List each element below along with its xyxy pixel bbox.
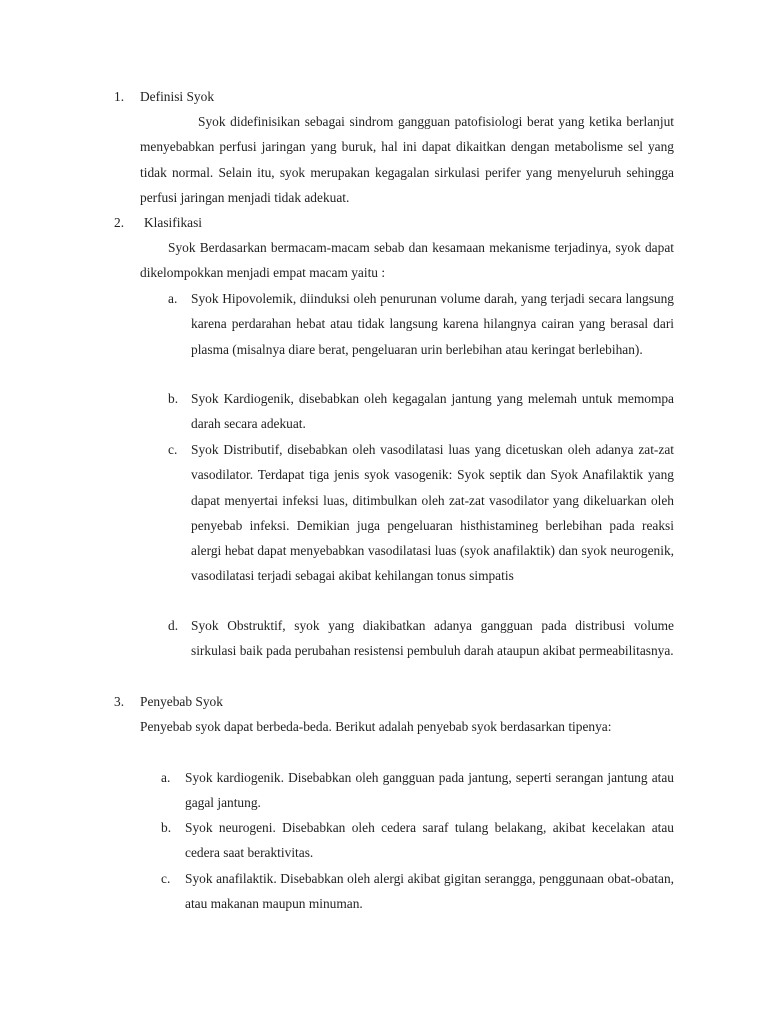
list-marker: a. — [168, 291, 178, 306]
list-item: Syok Kardiogenik, disebabkan oleh kegagalan jantung yang melemah untuk memompa darah secara adekuat. — [191, 391, 674, 432]
section-heading: Klasifikasi — [144, 215, 203, 230]
list-item: Syok anafilaktik. Disebabkan oleh alergi akibat gigitan serangga, penggunaan obat-obatan, atau makanan maupun minuman. — [185, 871, 674, 912]
list-marker: c. — [168, 442, 178, 457]
list-item: Syok Distributif, disebabkan oleh vasodilatasi luas yang dicetuskan oleh adanya zat-zat vasodilator. Terdapat tiga jenis syok vasogenik: Syok septik dan Syok Anafilaktik yang dapat menyertai infeksi luas, ditimbulkan oleh zat-zat vasodilator yang dikeluarkan oleh penyebab infeksi. Demikian juga pengeluaran histhistamineg berlebihan pada reaksi alergi hebat dapat menyebabkan vasodilatasi luas (syok anafilaktik) dan syok neurogenik, vasodilatasi terjadi sebagai akibat kehilangan tonus simpatis — [191, 442, 674, 584]
section-number: 2. — [114, 215, 125, 230]
list-marker: a. — [161, 770, 171, 785]
list-item: Syok Obstruktif, syok yang diakibatkan adanya gangguan pada distribusi volume sirkulasi baik pada perubahan resistensi pembuluh darah ataupun akibat permeabilitasnya. — [191, 618, 674, 659]
list-item: Syok kardiogenik. Disebabkan oleh gangguan pada jantung, seperti serangan jantung atau gagal jantung. — [185, 770, 674, 811]
section-paragraph: Syok didefinisikan sebagai sindrom gangguan patofisiologi berat yang ketika berlanjut menyebabkan perfusi jaringan yang buruk, hal ini dapat dikaitkan dengan metabolisme sel yang tidak normal. Selain itu, syok merupakan kegagalan sirkulasi perifer yang menyeluruh sehingga perfusi jaringan menjadi tidak adekuat. — [140, 114, 674, 205]
list-marker: d. — [168, 618, 179, 633]
section-number: 3. — [114, 694, 125, 709]
list-marker: c. — [161, 871, 171, 886]
list-item: Syok Hipovolemik, diinduksi oleh penurunan volume darah, yang terjadi secara langsung karena perdarahan hebat atau tidak langsung karena hilangnya cairan yang berasal dari plasma (misalnya diare berat, pengeluaran urin berlebihan atau keringat berlebihan). — [191, 291, 674, 357]
section-number: 1. — [114, 89, 125, 104]
section-paragraph: Syok Berdasarkan bermacam-macam sebab dan kesamaan mekanisme terjadinya, syok dapat dikelompokkan menjadi empat macam yaitu : — [140, 240, 674, 281]
section-paragraph: Penyebab syok dapat berbeda-beda. Berikut adalah penyebab syok berdasarkan tipenya: — [140, 719, 612, 734]
list-item: Syok neurogeni. Disebabkan oleh cedera saraf tulang belakang, akibat kecelakan atau cedera saat beraktivitas. — [185, 820, 674, 861]
list-marker: b. — [168, 391, 179, 406]
list-marker: b. — [161, 820, 172, 835]
section-heading: Definisi Syok — [140, 89, 215, 104]
section-heading: Penyebab Syok — [140, 694, 223, 709]
